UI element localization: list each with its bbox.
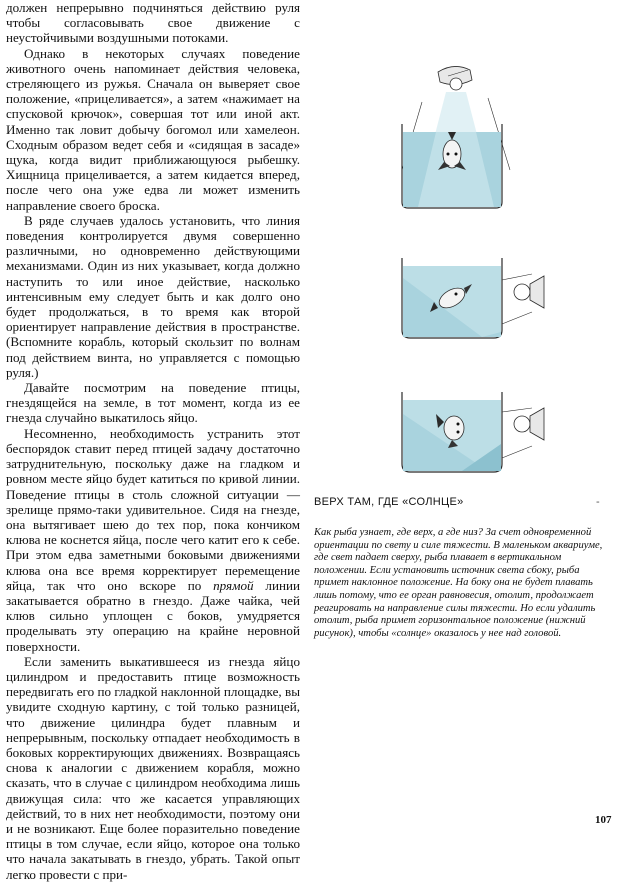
aquarium-figure	[372, 62, 572, 482]
main-text-column	[6, 0, 300, 882]
paragraph-3: В ряде случаев удалось установить, что линия поведения контролируется двумя совершенно различными, но одновременно действующими механизмами. Один из них указывает, когда должно наступить то или иное действие, насколько интенсивным ему следует быть и как долго оно будет продолжаться, в то время как второй ориентирует направление действия в пространстве. (Вспомните корабль, который скользит по волнам под действием винта, но управляется с помощью руля.)	[6, 212, 300, 380]
aquarium-illustration	[372, 62, 572, 482]
paragraph-4: Давайте посмотрим на поведение птицы, гнездящейся на земле, в тот момент, когда из ее гнезда случайно выкатилось яйцо.	[6, 380, 300, 426]
figure-title-dash: -	[596, 496, 600, 508]
lamp-middle	[530, 276, 544, 308]
figure-title: ВЕРХ ТАМ, ГДЕ «СОЛНЦЕ»	[314, 496, 464, 508]
paragraph-1: должен непрерывно подчиняться действию руля чтобы согласовывать свое движение с неустойчивыми воздушными потоками.	[6, 0, 300, 46]
aquarium-top	[402, 66, 510, 208]
lamp-bottom	[530, 408, 544, 440]
paragraph-5-part-b: линии закатывается обратно в гнездо. Даже чайка, чей клюв сильно уплощен с боков, умудряется проделывать эту операцию на крайне неровной поверхности.	[6, 577, 300, 654]
page-number: 107	[595, 814, 612, 826]
paragraph-2: Однако в некоторых случаях поведение животного очень напоминает действия человека, стреляющего из ружья. Сначала он выверяет свое положение, «прицеливается», а затем «нажимает на спусковой крючок», совершая тот или иной акт. Именно так ловит добычу богомол или хамелеон. Сходным образом ведет себя и «сидящая в засаде» щука, когда видит приближающуюся рыбешку. Хищница прицеливается, а затем кидается вперед, после чего она уже едва ли может изменить направление своего броска.	[6, 45, 300, 213]
paragraph-5-part-a: Несомненно, необходимость устранить этот беспорядок ставит перед птицей задачу достаточно затруднительную, поскольку даже на гладком и ровном месте яйцо будет катиться по кривой линии. Поведение птицы в столь сложной ситуации — зрелище прямо-таки удивительное. Сидя на гнезде, она вытягивает шею до тех пор, пока кончиком клюва не коснется яйца, после чего катит его к себе. При этом едва заметными боковыми движениями клюва она все время корректирует перемещение яйца, так что оно вскоре по	[6, 425, 300, 593]
figure-caption: Как рыба узнает, где верх, а где низ? За счет одновременной ориентации по свету и силе тяжести. В маленьком аквариуме, где свет падает сверху, рыба плавает в вертикальном положении. Если установить источник света сбоку, рыба примет наклонное положение. На боку она не будет плавать лишь потому, что ее орган равновесия, отолит, продолжает реагировать на направление силы тяжести. Но если удалить отолит, рыба примет горизонтальное положение (нижний рисунок), чтобы «солнце» оказалось у нее над головой.	[314, 527, 603, 639]
aquarium-bottom	[402, 392, 544, 472]
emphasis-straight: прямой	[213, 577, 254, 593]
bulb-middle	[514, 284, 530, 300]
paragraph-5	[6, 426, 300, 654]
fish-bottom	[444, 416, 464, 440]
bulb-bottom	[514, 416, 530, 432]
bulb-top	[450, 78, 462, 90]
paragraph-6: Если заменить выкатившееся из гнезда яйцо цилиндром и предоставить птице возможность передвигать его по гладкой наклонной площадке, вы увидите сходную картину, с той только разницей, что движение цилиндра будет плавным и непрерывным, поскольку отпадает необходимость в боковых корректирующих движениях. Возвращаясь снова к аналогии с движением корабля, можно сказать, что в случае с цилиндром необходима лишь движущая сила: что же касается управляющих действий, то в них нет необходимости, поэтому они и не возникают. Еще более поразительно поведение птицы в том случае, если яйцо, которое она только что начала закатывать в гнездо, убрать. Такой опыт легко провести с при-	[6, 653, 300, 882]
aquarium-middle	[402, 258, 544, 338]
